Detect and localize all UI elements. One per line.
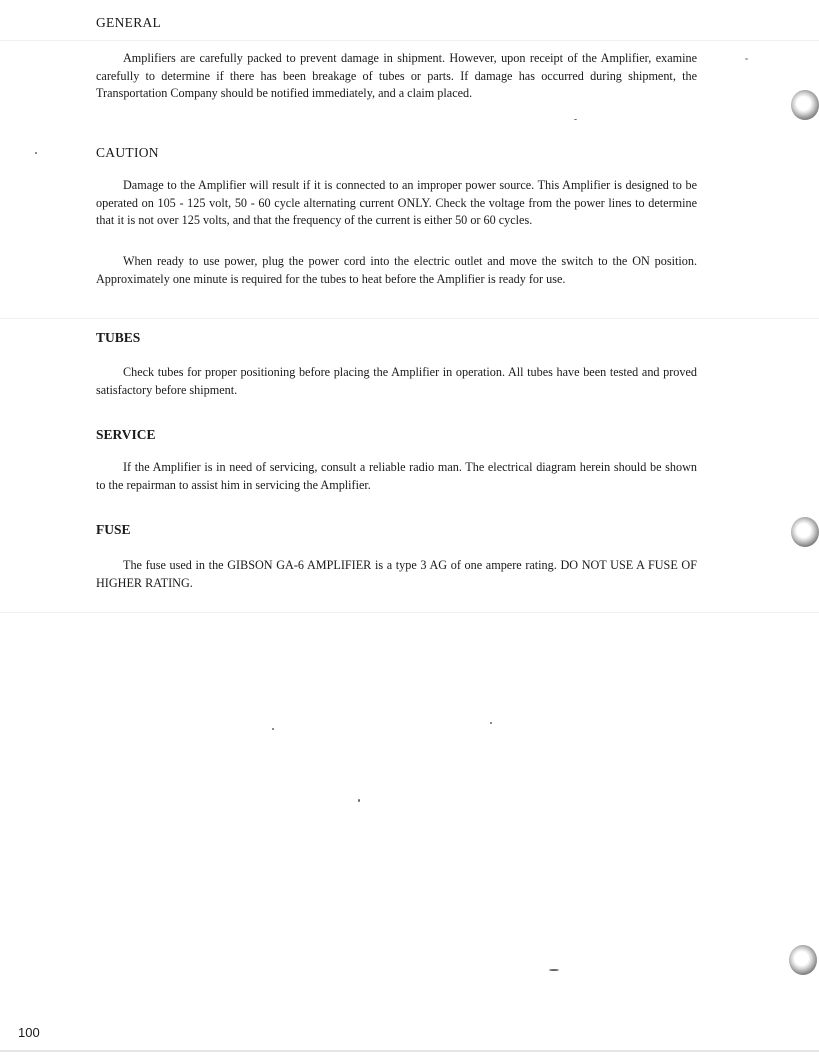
scan-line	[0, 318, 819, 319]
punch-hole	[791, 517, 819, 547]
general-paragraph: Amplifiers are carefully packed to prevent damage in shipment. However, upon receipt of the Amplifier, examine carefully to determine if there has been breakage of tubes or parts. If damage has occurred during shipment, the Transportation Company should be notified immediately, and a claim placed.	[96, 51, 697, 100]
fuse-paragraph: The fuse used in the GIBSON GA-6 AMPLIFIER is a type 3 AG of one ampere rating. DO NOT USE A FUSE OF HIGHER RATING.	[96, 558, 697, 590]
section-heading-general: GENERAL	[96, 15, 162, 30]
section-heading-service: SERVICE	[96, 427, 156, 442]
scan-speck	[574, 119, 577, 120]
tubes-paragraph: Check tubes for proper positioning before placing the Amplifier in operation. All tubes have been tested and proved satisfactory before shipment.	[96, 365, 697, 397]
scan-speck	[272, 728, 274, 730]
scan-speck	[358, 799, 360, 802]
caution-paragraph-1: Damage to the Amplifier will result if it is connected to an improper power source. This Amplifier is designed to be operated on 105 - 125 volt, 50 - 60 cycle alternating current ONLY. Check the voltage from the power lines to determine that it is not over 125 volts, and that the frequency of the current is either 50 or 60 cycles.	[96, 178, 697, 227]
section-heading-fuse: FUSE	[96, 522, 131, 537]
punch-hole	[791, 90, 819, 120]
scan-line	[0, 1050, 819, 1052]
scan-speck	[35, 152, 37, 154]
scan-speck	[490, 722, 492, 724]
section-heading-caution: CAUTION	[96, 145, 159, 160]
section-heading-tubes: TUBES	[96, 330, 141, 345]
scan-speck	[745, 58, 748, 60]
page-number: 100	[18, 1025, 40, 1040]
scan-line	[0, 612, 819, 613]
punch-hole	[789, 945, 817, 975]
scan-line	[0, 40, 819, 41]
scan-speck	[549, 969, 559, 971]
caution-paragraph-2: When ready to use power, plug the power cord into the electric outlet and move the switch to the ON position. Approximately one minute is required for the tubes to heat before the Amplifier is ready for use.	[96, 254, 697, 286]
service-paragraph: If the Amplifier is in need of servicing, consult a reliable radio man. The electrical diagram herein should be shown to the repairman to assist him in servicing the Amplifier.	[96, 460, 697, 492]
